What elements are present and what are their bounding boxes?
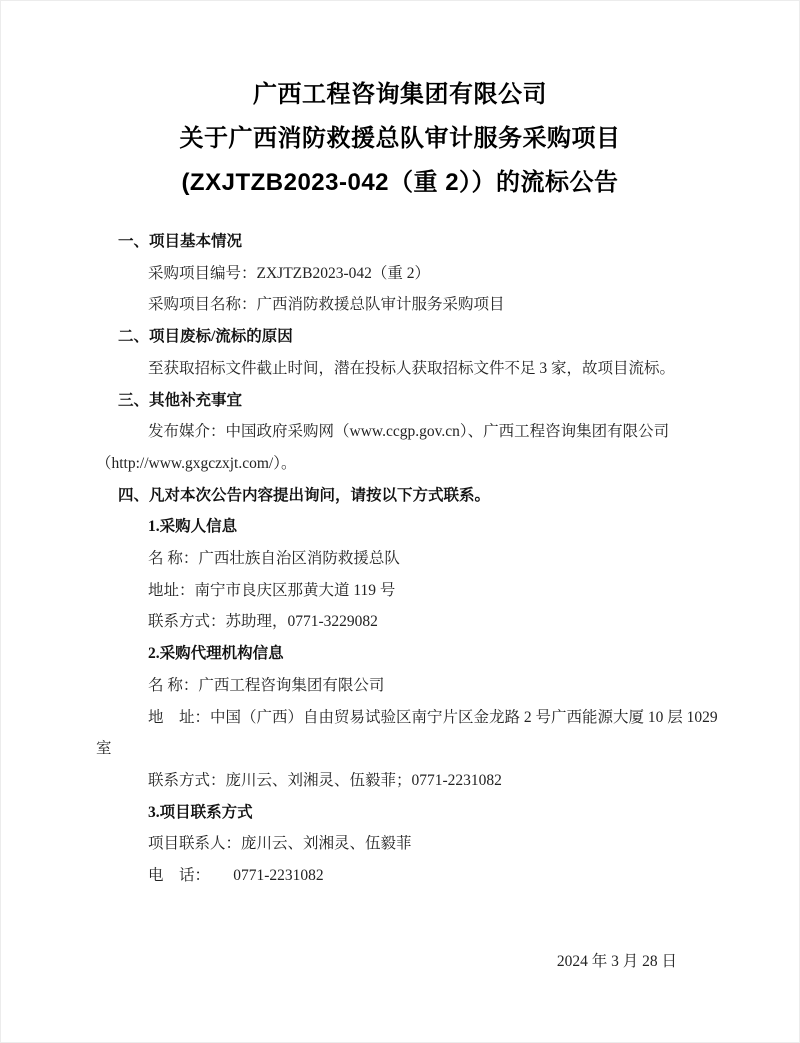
document-line: 二、项目废标/流标的原因 [118,328,293,346]
document-line: 至获取招标文件截止时间，潜在投标人获取招标文件不足 3 家，故项目流标。 [148,359,676,377]
document-line: 室 [96,740,112,758]
document-line: 四、凡对本次公告内容提出询问，请按以下方式联系。 [118,486,491,504]
document-line: 名 称：广西壮族自治区消防救援总队 [148,550,400,568]
document-body [1,226,799,892]
document-line: 采购项目名称：广西消防救援总队审计服务采购项目 [148,296,505,314]
document-date: 2024 年 3 月 28 日 [556,952,677,970]
document-line: 3.项目联系方式 [148,803,253,821]
document-line: 1.采购人信息 [148,518,238,536]
document-line: 电 话： 0771-2231082 [148,867,324,885]
title-line-company: 广西工程咨询集团有限公司 [253,81,547,108]
document-line: 地 址：中国（广西）自由贸易试验区南宁片区金龙路 2 号广西能源大厦 10 层 1029 [148,708,718,726]
title-line-project: 关于广西消防救援总队审计服务采购项目 [179,125,621,152]
document-line: （http://www.gxgczxjt.com/）。 [96,454,297,472]
document-line: 2.采购代理机构信息 [148,645,284,663]
document-line: 项目联系人：庞川云、刘湘灵、伍毅菲 [148,835,412,853]
document-line: 名 称：广西工程咨询集团有限公司 [148,676,385,694]
document-line: 三、其他补充事宜 [118,391,243,409]
document-line: 联系方式：庞川云、刘湘灵、伍毅菲；0771-2231082 [148,771,502,789]
title-line-notice: (ZXJTZB2023-042（重 2））的流标公告 [181,169,619,196]
document-line: 联系方式：苏助理，0771-3229082 [148,613,378,631]
document-line: 采购项目编号：ZXJTZB2023-042（重 2） [148,264,431,282]
document-line: 一、项目基本情况 [118,233,243,250]
document-line: 地址：南宁市良庆区那黄大道 119 号 [148,581,396,599]
document-title [1,1,799,205]
document-line: 发布媒介：中国政府采购网（www.ccgp.gov.cn）、广西工程咨询集团有限公司 [148,423,670,441]
